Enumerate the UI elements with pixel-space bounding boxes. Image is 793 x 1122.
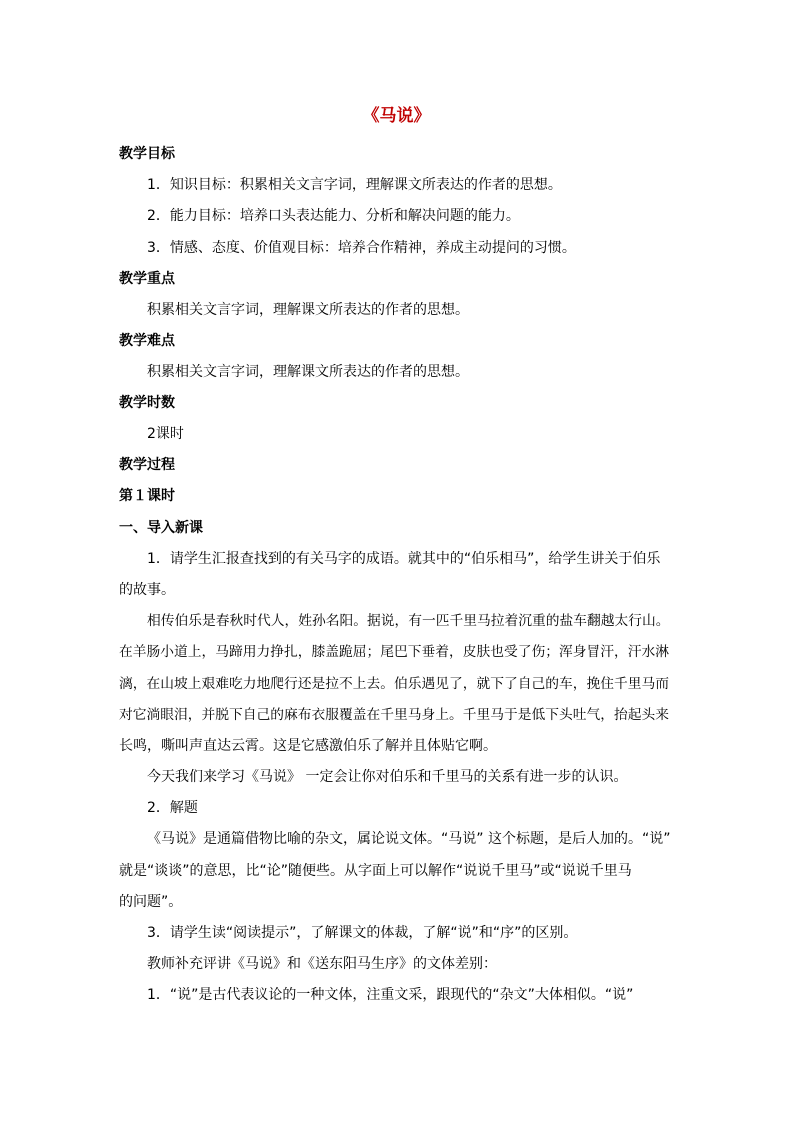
goals-heading: 教学目标 [119, 146, 175, 162]
document-title: 《马说》 [362, 106, 431, 126]
paragraph-line: 1．请学生汇报查找到的有关马字的成语。就其中的“伯乐相马”，给学生讲关于伯乐 [147, 551, 661, 567]
paragraph-line: 对它淌眼泪，并脱下自己的麻布衣服覆盖在千里马身上。千里马于是低下头吐气，抬起头来 [119, 707, 670, 723]
lesson-1-heading: 第１课时 [119, 488, 175, 504]
paragraph-line: 漓，在山坡上艰难吃力地爬行还是拉不上去。伯乐遇见了，就下了自己的车，挽住千里马而 [119, 676, 670, 692]
paragraph-line: 相传伯乐是春秋时代人，姓孙名阳。据说，有一匹千里马拉着沉重的盐车翻越太行山。 [147, 613, 670, 629]
goal-item-3: 3．情感、态度、价值观目标：培养合作精神，养成主动提问的习惯。 [147, 240, 576, 256]
paragraph-line: 今天我们来学习《马说》 一定会让你对伯乐和千里马的关系有进一步的认识。 [147, 769, 628, 785]
section-1-heading: 一、导入新课 [119, 520, 203, 536]
goal-item-1: 1．知识目标：积累相关文言字词，理解课文所表达的作者的思想。 [147, 177, 562, 193]
difficulty-text: 积累相关文言字词，理解课文所表达的作者的思想。 [147, 364, 469, 380]
paragraph-line: 长鸣，嘶叫声直达云霄。这是它感激伯乐了解并且体贴它啊。 [119, 738, 497, 754]
paragraph-line: 《马说》是通篇借物比喻的杂文，属论说文体。“马说” 这个标题，是后人加的。“说” [147, 831, 671, 847]
list-item-2: 2．解题 [147, 800, 198, 816]
paragraph-line: 的故事。 [119, 582, 175, 598]
paragraph-line: 的问题”。 [119, 894, 183, 910]
goal-item-2: 2．能力目标：培养口头表达能力、分析和解决问题的能力。 [147, 208, 520, 224]
hours-heading: 教学时数 [119, 395, 175, 411]
paragraph-line: 教师补充评讲《马说》和《送东阳马生序》的文体差别： [147, 956, 497, 972]
hours-text: 2课时 [147, 426, 184, 442]
list-item-3: 3．请学生读“阅读提示”，了解课文的体裁，了解“说”和“序”的区别。 [147, 925, 578, 941]
difficulty-heading: 教学难点 [119, 333, 175, 349]
paragraph-line: 就是“谈谈”的意思，比“论”随便些。从字面上可以解作“说说千里马”或“说说千里马 [119, 863, 632, 879]
key-points-heading: 教学重点 [119, 271, 175, 287]
paragraph-line: 在羊肠小道上，马蹄用力挣扎，膝盖跪屈；尾巴下垂着，皮肤也受了伤；浑身冒汗，汗水淋 [119, 644, 670, 660]
paragraph-line: 1．“说”是古代表议论的一种文体，注重文采，跟现代的“杂文”大体相似。“说” [147, 987, 634, 1003]
process-heading: 教学过程 [119, 457, 175, 473]
key-points-text: 积累相关文言字词，理解课文所表达的作者的思想。 [147, 302, 469, 318]
